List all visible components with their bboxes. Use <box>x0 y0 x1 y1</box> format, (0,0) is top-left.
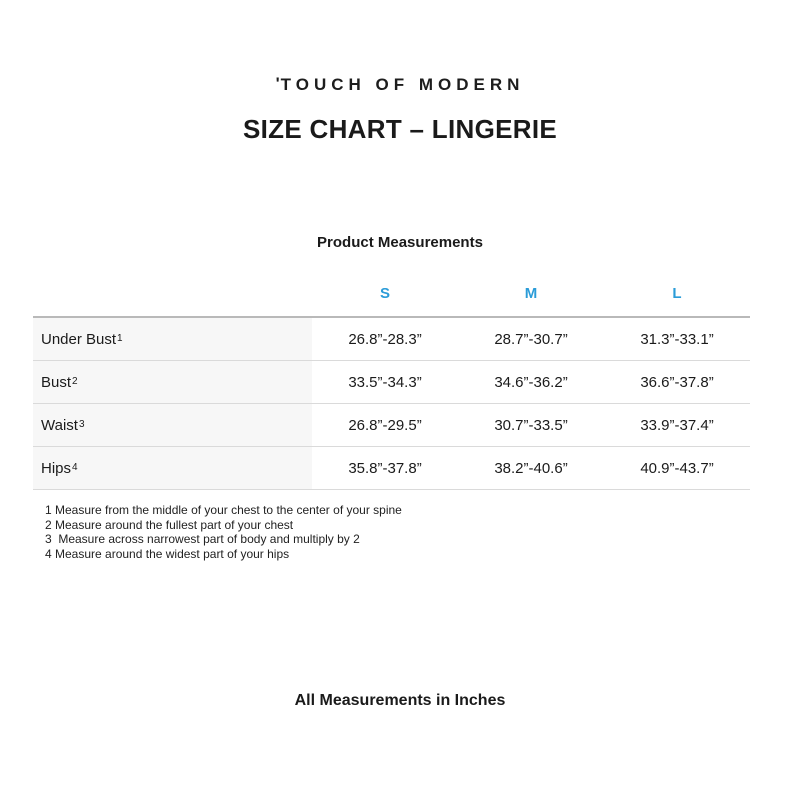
table-row-under-bust <box>33 318 750 361</box>
brand-logo <box>0 75 800 95</box>
table-row-bust <box>33 361 750 404</box>
row-label: Hips 4 <box>33 447 312 489</box>
header-spacer-cell <box>33 281 312 316</box>
cell-value-m: 38.2”-40.6” <box>494 459 568 477</box>
cell-value-m: 30.7”-33.5” <box>494 416 568 434</box>
cell-value-l: 36.6”-37.8” <box>640 373 714 391</box>
footnote-1: 1 Measure from the middle of your chest to the center of your spine <box>45 503 402 517</box>
row-label-text: Hips <box>41 459 72 477</box>
units-note: All Measurements in Inches <box>294 692 506 709</box>
cell-value-m: 28.7”-30.7” <box>494 330 568 348</box>
size-header-l: L <box>672 285 682 302</box>
table-section-title: Product Measurements <box>317 234 483 251</box>
row-label: Bust 2 <box>33 361 312 403</box>
cell-value-l: 40.9”-43.7” <box>640 459 714 477</box>
row-label-text: Waist <box>41 416 78 434</box>
cell-value-s: 33.5”-34.3” <box>348 373 422 391</box>
page-title: SIZE CHART – LINGERIE <box>243 114 557 144</box>
size-header-m: M <box>524 285 538 302</box>
table-row-waist <box>33 404 750 447</box>
size-header-s: S <box>379 285 390 302</box>
row-label: Under Bust 1 <box>33 318 312 360</box>
footnote-4: 4 Measure around the widest part of your hips <box>45 546 290 561</box>
row-label-text: Bust <box>41 373 72 391</box>
cell-value-m: 34.6”-36.2” <box>494 373 568 391</box>
footnote-2: 2 Measure around the fullest part of your chest <box>45 517 294 532</box>
size-header-row <box>33 281 750 318</box>
footnote-3: 3 Measure across narrowest part of body and multiply by 2 <box>45 532 360 547</box>
logo-tick-icon: ' <box>275 74 280 93</box>
cell-value-s: 26.8”-28.3” <box>348 330 422 348</box>
cell-value-l: 33.9”-37.4” <box>640 416 714 434</box>
cell-value-l: 31.3”-33.1” <box>640 330 714 348</box>
brand-logo-text: TOUCH OF MODERN <box>280 75 525 94</box>
cell-value-s: 26.8”-29.5” <box>348 416 422 434</box>
table-row-hips <box>33 447 750 490</box>
row-label: Waist 3 <box>33 404 312 446</box>
row-label-text: Under Bust <box>41 330 117 348</box>
cell-value-s: 35.8”-37.8” <box>348 459 422 477</box>
size-chart-table <box>33 281 750 490</box>
measurement-footnotes <box>45 503 402 561</box>
